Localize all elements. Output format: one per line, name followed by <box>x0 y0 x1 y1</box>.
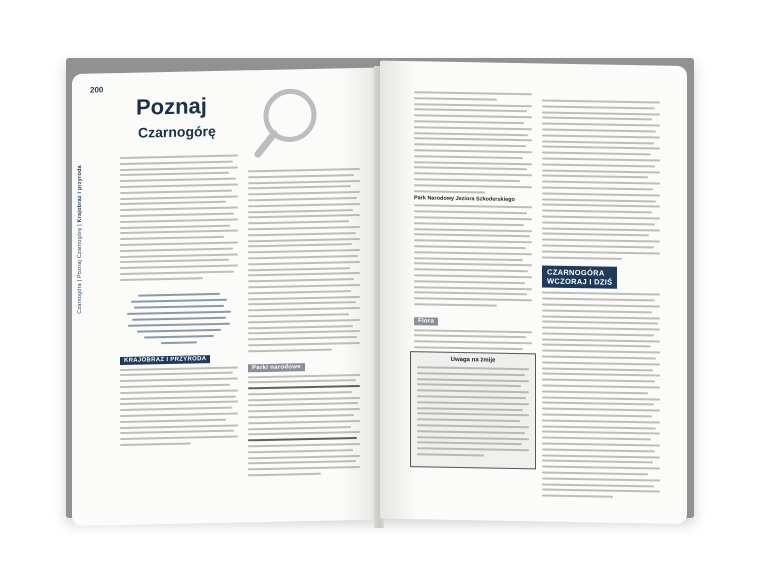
section-heading-krajobraz: KRAJOBRAZ I PRZYRODA <box>120 355 210 365</box>
chapter-subtitle: Czarnogórę <box>138 122 216 141</box>
section-heading-parki: Parki narodowe <box>248 363 305 372</box>
side-running-prefix: Czarnogóra | Poznaj Czarnogórę | <box>77 224 83 314</box>
snake-warning-box <box>410 351 536 469</box>
magnifier-icon <box>250 83 330 163</box>
right-page <box>380 61 687 524</box>
page-number: 200 <box>90 85 104 95</box>
box-title: Uwaga na żmije <box>450 356 496 364</box>
left-page <box>72 68 377 526</box>
right-column-1 <box>414 91 532 366</box>
section-heading-szkoderskie: Park Narodowy Jeziora Szkoderskiego <box>414 195 515 204</box>
left-column-1 <box>120 155 238 450</box>
left-column-2 <box>248 168 360 480</box>
chapter-title: Poznaj <box>136 93 207 120</box>
band-heading-line1: CZARNOGÓRA <box>547 267 605 278</box>
right-column-2 <box>542 99 660 502</box>
side-running-head <box>77 134 83 314</box>
section-heading-czarnogora-wczoraj <box>542 266 617 289</box>
side-running-bold: Krajobraz i przyroda <box>77 165 83 223</box>
section-heading-flora: Flora <box>414 317 438 325</box>
band-heading-line2: WCZORAJ I DZIŚ <box>547 276 613 288</box>
